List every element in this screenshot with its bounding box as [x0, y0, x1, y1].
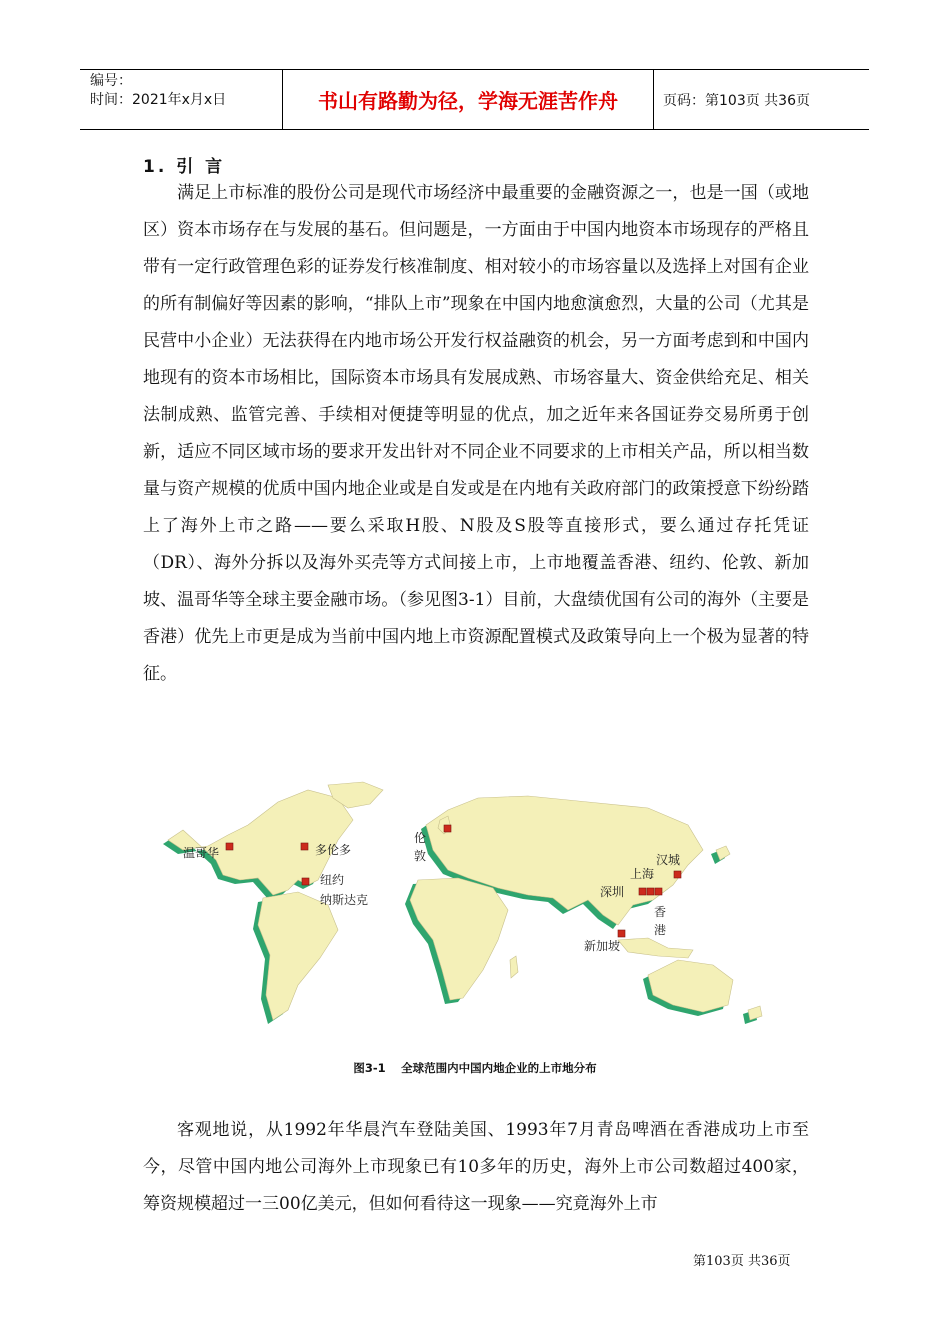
world-map-figure [148, 780, 800, 1048]
south-america-shape [258, 892, 338, 1020]
header-motto: 书山有路勤为径，学海无涯苦作舟 [282, 70, 654, 129]
marker-singapore [618, 930, 625, 937]
label-shanghai: 上海 [630, 867, 655, 881]
marker-hongkong [655, 888, 662, 895]
page-footer: 第103页 共36页 [693, 1254, 791, 1269]
marker-newyork [302, 878, 309, 885]
label-shenzhen: 深圳 [600, 885, 625, 899]
label-london-1: 伦 [414, 831, 427, 845]
paragraph: 满足上市标准的股份公司是现代市场经济中最重要的金融资源之一，也是一国（或地区）资本市场存在与发展的基石。但问题是，一方面由于中国内地资本市场现存的严格且带有一定行政管理色彩的证券发行核准制度、相对较小的市场容量以及选择上对国有企业的所有制偏好等因素的影响，“排队上市”现象在中国内地愈演愈烈，大量的公司（尤其是民营中小企业）无法获得在内地市场公开发行权益融资的机会，另一方面考虑到和中国内地现有的资本市场相比，国际资本市场具有发展成熟、市场容量大、资金供给充足、相关法制成熟、监管完善、手续相对便捷等明显的优点，加之近年来各国证券交易所勇于创新，适应不同区域市场的要求开发出针对不同企业不同要求的上市相关产品，所以相当数量与资产规模的优质中国内地企业或是自发或是在内地有关政府部门的政策授意下纷纷踏上了海外上市之路——要么采取H股、N股及S股等直接形式，要么通过存托凭证（DR）、海外分拆以及海外买壳等方式间接上市，上市地覆盖香港、纽约、伦敦、新加坡、温哥华等全球主要金融市场。（参见图3-1）目前，大盘绩优国有公司的海外（主要是香港）优先上市更是成为当前中国内地上市资源配置模式及政策导向上一个极为显著的特征。 [143, 183, 809, 684]
label-toronto: 多伦多 [315, 843, 352, 857]
figure-caption: 图3-1 全球范围内中国内地企业的上市地分布 [353, 1061, 597, 1075]
marker-london [444, 825, 451, 832]
label-nasdaq: 纳斯达克 [320, 893, 369, 907]
label-hongkong-2: 港 [654, 923, 667, 937]
paragraph: 客观地说，从1992年华晨汽车登陆美国、1993年7月青岛啤酒在香港成功上市至今，尽管中国内地公司海外上市现象已有10多年的历史，海外上市公司数超过400家，筹资规模超过一三00亿美元，但如何看待这一现象——究竟海外上市 [143, 1120, 809, 1214]
label-vancouver: 温哥华 [183, 846, 220, 860]
label-seoul: 汉城 [656, 853, 681, 867]
label-singapore: 新加坡 [584, 939, 621, 953]
label-london-2: 敦 [414, 849, 427, 863]
marker-seoul [674, 871, 681, 878]
page-header [80, 69, 869, 130]
marker-vancouver [226, 843, 233, 850]
marker-toronto [301, 843, 308, 850]
time-label: 时间：2021年x月x日 [90, 92, 227, 108]
header-meta [80, 70, 282, 129]
madagascar-shape [510, 956, 518, 978]
header-page-label: 页码：第103页 共36页 [663, 92, 810, 109]
map-land [168, 782, 762, 1020]
number-label: 编号： [90, 73, 132, 89]
southeast-asia-islands-shape [618, 938, 693, 958]
marker-shenzhen [647, 888, 654, 895]
label-hongkong-1: 香 [654, 905, 667, 919]
section-heading: 1. 引 言 [143, 157, 226, 177]
marker-shanghai [639, 888, 646, 895]
label-newyork: 纽约 [320, 873, 345, 887]
new-zealand-shape [748, 1006, 762, 1020]
